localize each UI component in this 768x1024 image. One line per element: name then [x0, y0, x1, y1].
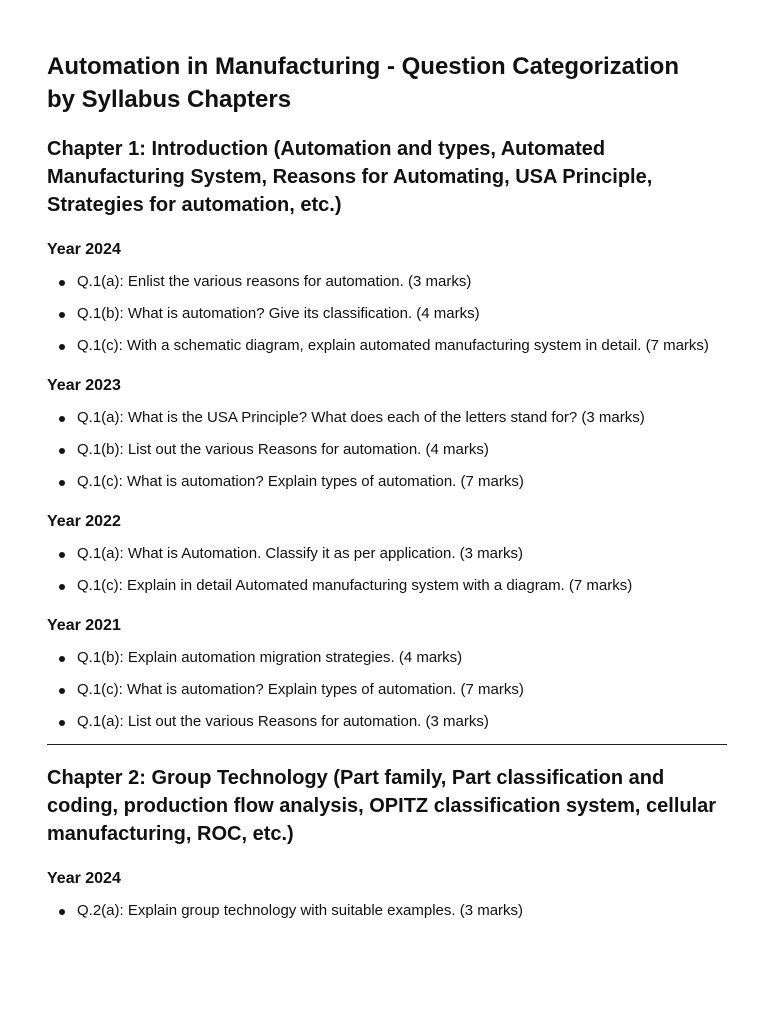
chapter-1-year-2021-list: [47, 645, 727, 735]
list-item: Q.1(c): With a schematic diagram, explain automated manufacturing system in detail. (7 marks): [77, 333, 727, 359]
list-item: Q.1(b): List out the various Reasons for automation. (4 marks): [77, 437, 727, 463]
chapter-1-year-2023-heading: Year 2023: [47, 377, 121, 394]
page-title: [47, 50, 727, 116]
title-line-2: by Syllabus Chapters: [47, 86, 292, 113]
chapter-1-year-2024-list: [47, 269, 727, 359]
document-page: [47, 50, 727, 930]
chapter-2-heading: Chapter 2: Group Technology (Part family, Part classification and coding, production flow analysis, OPITZ classification system, cellular manufacturing, ROC, etc.): [47, 767, 717, 845]
list-item: Q.1(b): What is automation? Give its classification. (4 marks): [77, 301, 727, 327]
chapter-1-year-2022-heading: Year 2022: [47, 513, 121, 530]
list-item: Q.1(a): What is Automation. Classify it as per application. (3 marks): [77, 541, 727, 567]
chapter-2-year-2024-heading: Year 2024: [47, 870, 121, 887]
list-item: Q.1(c): What is automation? Explain types of automation. (7 marks): [77, 677, 727, 703]
list-item: Q.1(a): Enlist the various reasons for automation. (3 marks): [77, 269, 727, 295]
list-item: Q.1(a): What is the USA Principle? What does each of the letters stand for? (3 marks): [77, 405, 727, 431]
chapter-1-year-2022-list: [47, 541, 727, 599]
chapter-1-year-2024-heading: Year 2024: [47, 241, 121, 258]
list-item: Q.1(c): What is automation? Explain types of automation. (7 marks): [77, 469, 727, 495]
list-item: Q.1(c): Explain in detail Automated manufacturing system with a diagram. (7 marks): [77, 573, 727, 599]
list-item: Q.1(a): List out the various Reasons for automation. (3 marks): [77, 709, 727, 735]
chapter-1-year-2023-list: [47, 405, 727, 495]
title-line-1: Automation in Manufacturing - Question Categorization: [47, 53, 679, 80]
list-item: Q.2(a): Explain group technology with suitable examples. (3 marks): [77, 898, 727, 924]
chapter-1-heading: Chapter 1: Introduction (Automation and types, Automated Manufacturing System, Reasons for Automating, USA Principle, Strategies for automation, etc.): [47, 138, 653, 216]
list-item: Q.1(b): Explain automation migration strategies. (4 marks): [77, 645, 727, 671]
chapter-1-year-2021-heading: Year 2021: [47, 617, 121, 634]
section-divider: [47, 744, 727, 745]
chapter-2-year-2024-list: [47, 898, 727, 924]
